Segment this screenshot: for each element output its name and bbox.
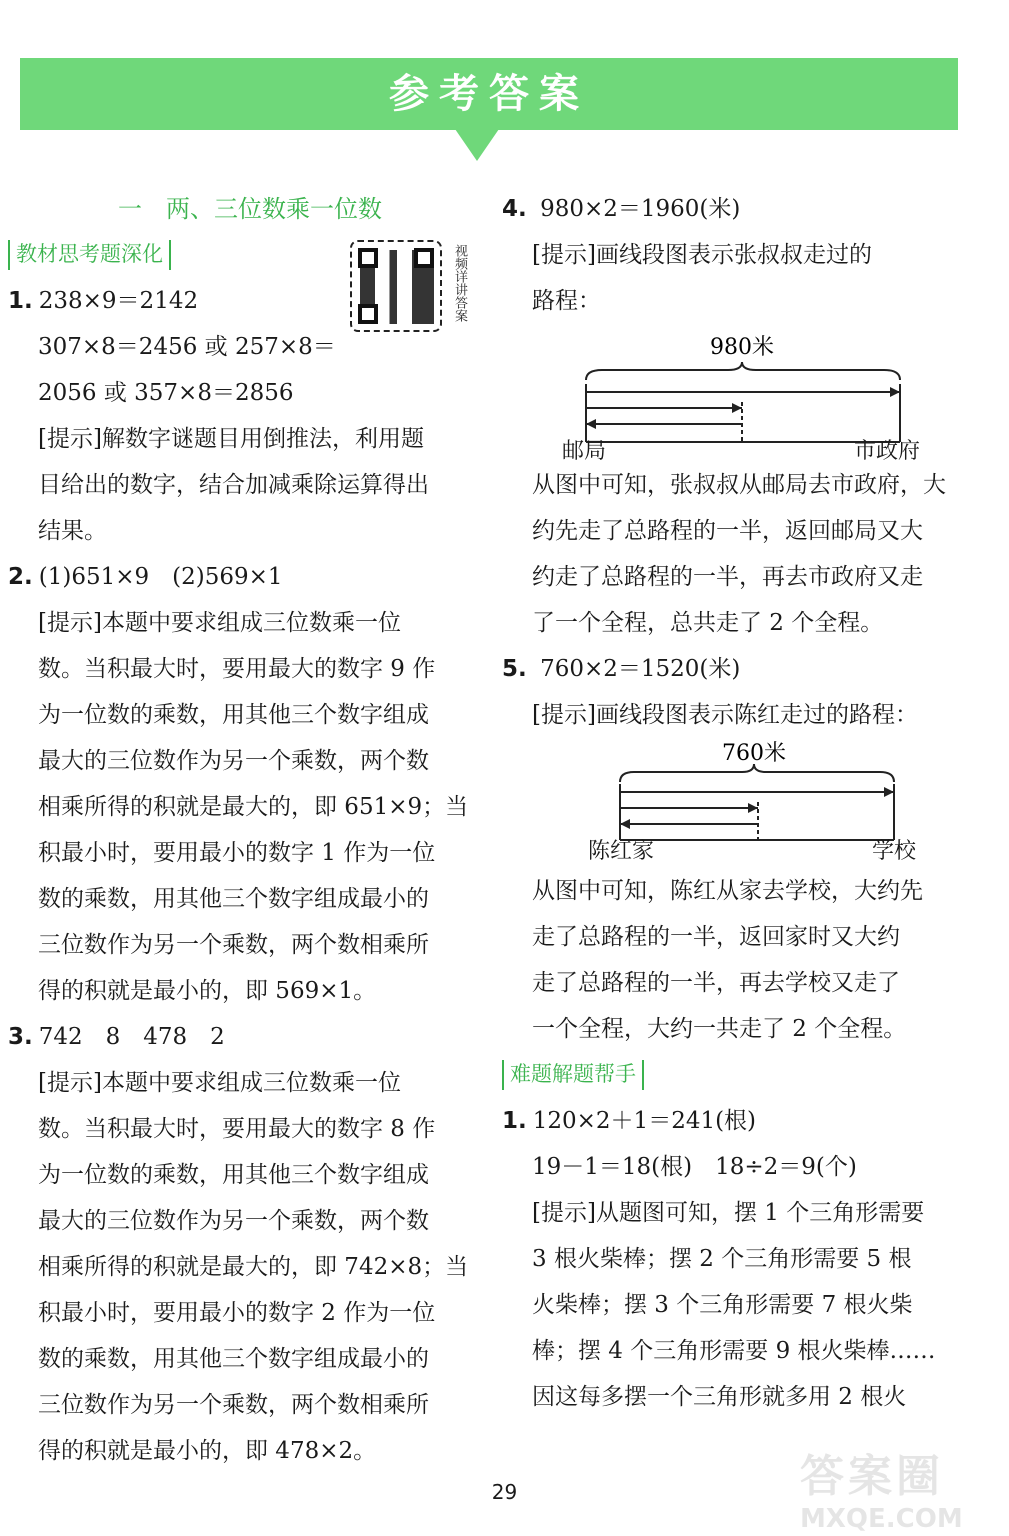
answer-line: [502, 868, 982, 914]
diagram-end-label: 学校: [872, 839, 917, 864]
answer-text: 最大的三位数作为另一个乘数，两个数: [38, 748, 429, 774]
question-number: 2.: [8, 564, 33, 590]
answer-text: 了一个全程，总共走了 2 个全程。: [532, 610, 884, 636]
watermark-logo: [800, 1440, 1000, 1534]
answer-text: 相乘所得的积就是最大的，即 742×8；当: [38, 1254, 469, 1280]
answer-line: [8, 324, 488, 370]
diagram-end-label: 市政府: [854, 439, 921, 464]
answer-line: [8, 968, 488, 1014]
section-tag: 难题解题帮手: [502, 1060, 644, 1090]
watermark-text: 答案圈: [800, 1451, 944, 1502]
diagram-arrowhead: [732, 403, 742, 413]
answer-text: 数的乘数，用其他三个数字组成最小的: [38, 1346, 429, 1372]
answer-line: [8, 1106, 488, 1152]
tag-row: [502, 1052, 982, 1098]
line-segment-diagram: [502, 738, 982, 868]
diagram-arrowhead: [748, 803, 758, 813]
answer-line: [8, 278, 488, 324]
answer-text: 为一位数的乘数，用其他三个数字组成: [38, 1162, 429, 1188]
answer-line: [8, 876, 488, 922]
answer-line: [8, 1336, 488, 1382]
answer-line: [8, 1152, 488, 1198]
diagram-total-label: 980米: [710, 335, 774, 360]
answer-line: [8, 462, 488, 508]
hint-line: [提示]画线段图表示张叔叔走过的: [532, 242, 872, 268]
answer-text: [提示]本题中要求组成三位数乘一位: [38, 610, 401, 636]
answer-line: [502, 508, 982, 554]
answer-line: [8, 1244, 488, 1290]
answer-line: [8, 1198, 488, 1244]
answer-line: [8, 1060, 488, 1106]
question-number: 5.: [502, 656, 527, 682]
answer-text: 因这每多摆一个三角形就多用 2 根火: [532, 1384, 907, 1410]
answer-text: 760×2＝1520(米): [540, 656, 741, 682]
answer-text: [提示]解数字谜题目用倒推法，利用题: [38, 426, 424, 452]
answer-line: [8, 738, 488, 784]
answer-text: 数的乘数，用其他三个数字组成最小的: [38, 886, 429, 912]
answer-text: [提示]从题图可知，摆 1 个三角形需要: [532, 1200, 925, 1226]
answer-text: 得的积就是最小的，即 478×2。: [38, 1438, 377, 1464]
answer-line: [502, 960, 982, 1006]
answer-text: 最大的三位数作为另一个乘数，两个数: [38, 1208, 429, 1234]
answer-list: [502, 1098, 982, 1420]
answer-list: [8, 278, 488, 1474]
answer-text: 三位数作为另一个乘数，两个数相乘所: [38, 1392, 429, 1418]
banner-notch: [455, 129, 499, 161]
answer-text: 120×2＋1＝241(根): [532, 1108, 757, 1134]
tag-row: [8, 232, 488, 278]
answer-line: [8, 1428, 488, 1474]
answer-line: [502, 646, 982, 692]
answer-line: [502, 1374, 982, 1420]
answer-line: [502, 462, 982, 508]
answer-text: [提示]本题中要求组成三位数乘一位: [38, 1070, 401, 1096]
answer-text: 307×8＝2456 或 257×8＝: [38, 334, 336, 360]
watermark-url: MXQE.COM: [800, 1504, 963, 1534]
answer-line: [502, 1006, 982, 1052]
answer-line: [8, 600, 488, 646]
answer-text: 19－1＝18(根) 18÷2＝9(个): [532, 1154, 857, 1180]
answer-line: [8, 830, 488, 876]
answer-text: 得的积就是最小的，即 569×1。: [38, 978, 377, 1004]
answer-text: 三位数作为另一个乘数，两个数相乘所: [38, 932, 429, 958]
left-column: [8, 186, 488, 1474]
answer-line: [8, 1382, 488, 1428]
section-title: 一 两、三位数乘一位数: [118, 195, 382, 223]
answer-line: [502, 554, 982, 600]
page-title: 参考答案: [389, 71, 589, 117]
answer-line: [502, 186, 982, 232]
answer-line: [502, 1144, 982, 1190]
answer-text: 数。当积最大时，要用最大的数字 8 作: [38, 1116, 436, 1142]
diagram-arrowhead: [890, 387, 900, 397]
question-number: 4.: [502, 196, 527, 222]
answer-text: 742 8 478 2: [38, 1024, 225, 1050]
answer-line: [8, 508, 488, 554]
answer-text: 2056 或 357×8＝2856: [38, 380, 294, 406]
answer-text: (1)651×9 (2)569×1: [38, 564, 283, 590]
answer-line: [8, 370, 488, 416]
diagram-arrowhead: [620, 819, 630, 829]
answer-text: 结果。: [38, 518, 107, 544]
answer-text: 火柴棒；摆 3 个三角形需要 7 根火柴: [532, 1292, 913, 1318]
answer-line: [502, 1282, 982, 1328]
answer-line: [502, 914, 982, 960]
diagram-start-label: 陈红家: [588, 839, 655, 864]
answer-text: 棒；摆 4 个三角形需要 9 根火柴棒……: [532, 1338, 936, 1364]
answer-line: [8, 784, 488, 830]
header-banner: [20, 58, 958, 130]
answer-text: 走了总路程的一半，再去学校又走了: [532, 970, 900, 996]
question-number: 1.: [502, 1108, 527, 1134]
answer-text: 从图中可知，陈红从家去学校，大约先: [532, 878, 923, 904]
explanation-block: [502, 462, 982, 646]
answer-line: [8, 646, 488, 692]
diagram-total-label: 760米: [722, 741, 786, 766]
answer-text: 相乘所得的积就是最大的，即 651×9；当: [38, 794, 469, 820]
answer-line: [8, 692, 488, 738]
answer-text: 数。当积最大时，要用最大的数字 9 作: [38, 656, 436, 682]
question-number: 1.: [8, 288, 33, 314]
answer-text: 3 根火柴棒；摆 2 个三角形需要 5 根: [532, 1246, 912, 1272]
answer-line: [502, 1190, 982, 1236]
diagram-start-label: 邮局: [562, 439, 607, 464]
answer-text: 一个全程，大约一共走了 2 个全程。: [532, 1016, 907, 1042]
explanation-block: [502, 868, 982, 1052]
answer-text: 约走了总路程的一半，再去市政府又走: [532, 564, 923, 590]
hint-line: 路程：: [532, 288, 601, 314]
answer-text: 积最小时，要用最小的数字 1 作为一位: [38, 840, 436, 866]
answer-line: [8, 1014, 488, 1060]
answer-text: 走了总路程的一半，返回家时又大约: [532, 924, 900, 950]
answer-line: [502, 1098, 982, 1144]
answer-text: 从图中可知，张叔叔从邮局去市政府，大: [532, 472, 946, 498]
diagram-brace: [586, 362, 900, 380]
answer-line: [8, 1290, 488, 1336]
answer-text: 约先走了总路程的一半，返回邮局又大: [532, 518, 923, 544]
answer-text: 目给出的数字，结合加减乘除运算得出: [38, 472, 429, 498]
answer-line: [8, 416, 488, 462]
answer-text: 238×9＝2142: [38, 288, 199, 314]
diagram-brace: [620, 764, 894, 782]
hint-line: [提示]画线段图表示陈红走过的路程：: [532, 702, 918, 728]
answer-text: 积最小时，要用最小的数字 2 作为一位: [38, 1300, 436, 1326]
answer-line: [8, 922, 488, 968]
diagram-arrowhead: [586, 419, 596, 429]
answer-text: 为一位数的乘数，用其他三个数字组成: [38, 702, 429, 728]
right-column: [502, 186, 982, 1420]
qr-label: 视频详讲答案: [452, 244, 467, 322]
section-tag: 教材思考题深化: [8, 240, 171, 270]
answer-text: 980×2＝1960(米): [540, 196, 741, 222]
answer-line: [8, 554, 488, 600]
answer-line: [502, 1328, 982, 1374]
diagram-arrowhead: [884, 787, 894, 797]
page-number: 29: [491, 1480, 518, 1504]
line-segment-diagram: [502, 324, 982, 462]
question-number: 3.: [8, 1024, 33, 1050]
answer-line: [502, 1236, 982, 1282]
answer-line: [502, 600, 982, 646]
